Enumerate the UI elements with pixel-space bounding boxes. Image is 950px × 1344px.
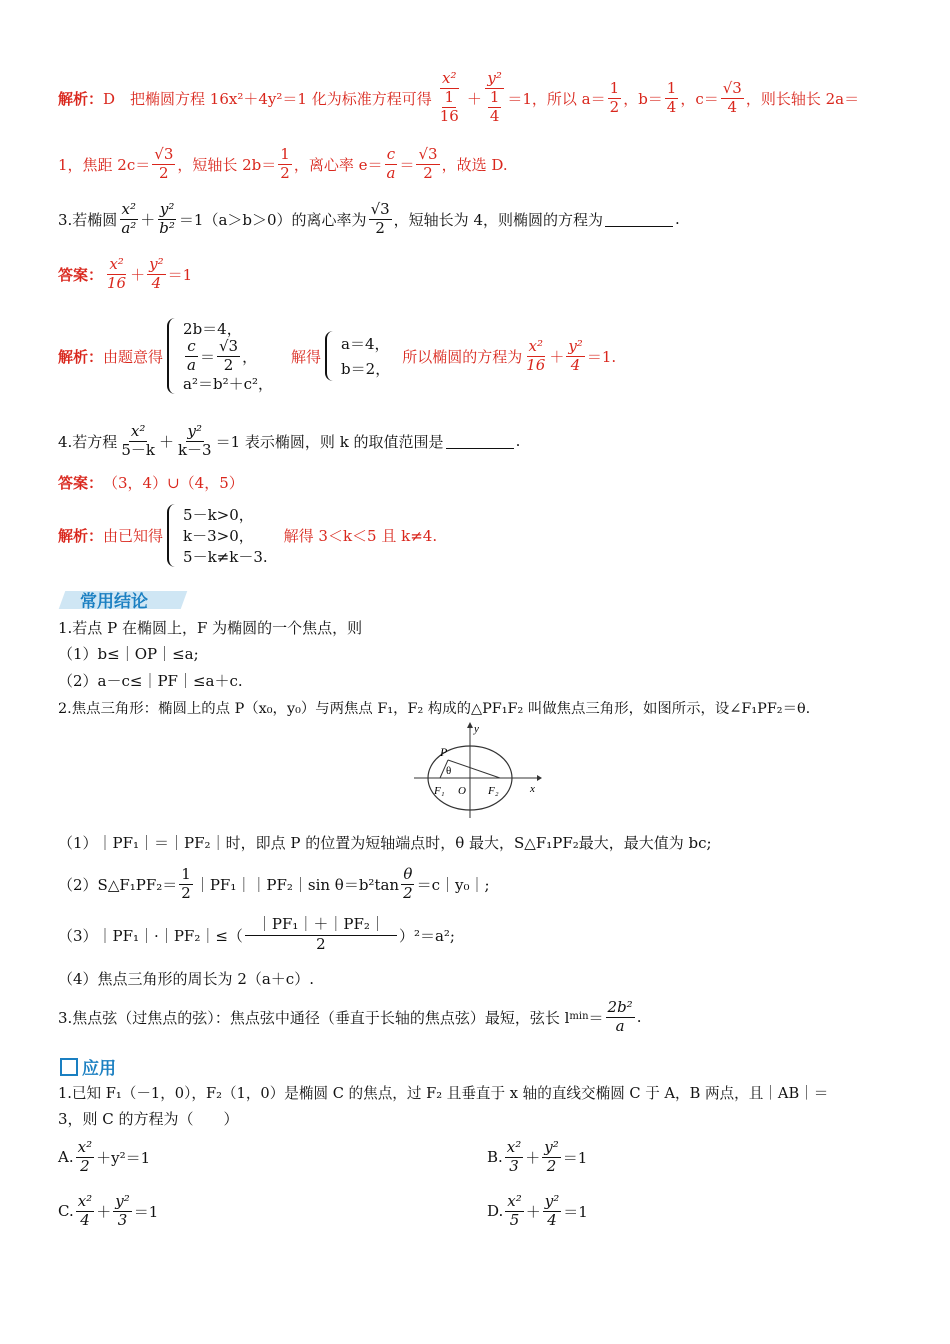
application-icon (60, 1058, 78, 1076)
conclusion-1-item1: （1）b≤｜OP｜≤a; (58, 645, 199, 663)
conclusion-3: 3.焦点弦（过焦点的弦）：焦点弦中通径（垂直于长轴的焦点弦）最短，弦长 l min ＝ $\frac{\text{2b²}}{a}$ . (58, 997, 642, 1035)
answer-4: 答案： （3，4）∪（4，5） (58, 473, 244, 492)
question-5-line2: 3，则 C 的方程为（ ） (58, 1110, 239, 1128)
answer-blank (605, 212, 673, 227)
conclusion-2-title: 2.焦点三角形：椭圆上的点 P（x₀，y₀）与两焦点 F₁，F₂ 构成的△PF₁F₂ 叫做焦点三角形，如图所示，设∠F₁PF₂＝θ. (58, 701, 811, 717)
solution-text: D 把椭圆方程 16x²＋4y²＝1 化为标准方程可得 (103, 89, 432, 108)
ellipse-figure (412, 720, 542, 824)
label-y: y (474, 723, 479, 735)
question-3: 3.若椭圆 $\frac{\text{x²}}{\text{a²}}$ ＋ $\frac{\text{y²}}{\text{b²}}$ ＝1（a＞b＞0）的离心率为 $\frac{√3}{2}$ ，短轴长为 4，则椭圆的方程为 . (58, 199, 680, 237)
ellipse-diagram (412, 720, 542, 820)
solution-4: 解析： 由已知得 5－k>0， k－3>0， 5－k≠k－3. 解得 3＜k＜5 且 k≠4. (58, 505, 438, 566)
question-4: 4.若方程 $\frac{\text{x²}}{5-k}$ ＋ $\frac{\text{y²}}{k-3}$ ＝1 表示椭圆，则 k 的取值范围是 . (58, 421, 521, 459)
option-B[interactable]: B. $\frac{\text{x²}}{3}$ ＋ $\frac{\text{y²}}{2}$ ＝1 (487, 1137, 588, 1175)
conclusion-2-item2: （2）S△F₁PF₂＝ $\frac{1}{2}$ ｜PF₁｜｜PF₂｜sin θ＝b²tan $\frac{\theta}{2}$ ＝c｜y₀｜; (58, 864, 490, 902)
label-O: O (458, 785, 466, 797)
label-x: x (530, 783, 535, 795)
option-D[interactable]: D. $\frac{\text{x²}}{5}$ ＋ $\frac{\text{y²}}{4}$ ＝1 (487, 1191, 588, 1229)
fraction: $\frac{\text{x²}}{\frac{1}{16}}$ (439, 69, 459, 125)
option-A[interactable]: A. $\frac{\text{x²}}{2}$ ＋y²＝1 (58, 1137, 151, 1175)
question-5-line1: 1.已知 F₁（－1，0），F₂（1，0）是椭圆 C 的焦点，过 F₂ 且垂直于 x 轴的直线交椭圆 C 于 A，B 两点，且｜AB｜＝ (58, 1085, 829, 1102)
fraction: $\frac{\text{y²}}{\frac{1}{4}}$ (487, 69, 502, 125)
solution-1-line2: 1，焦距 2c＝ $\frac{√3}{2}$ ，短轴长 2b＝ $\frac{1}{2}$ ，离心率 e＝ $\frac{c}{a}$ ＝ $\frac{√3}{2}$ ，故选 D. (58, 144, 508, 182)
label-F2: F₂ (488, 785, 499, 797)
conclusion-2-item3: （3）｜PF₁｜·｜PF₂｜≤（ $\frac{\text{｜PF₁｜＋｜PF₂｜}}{2}$ ）²＝a²; (58, 915, 455, 953)
conclusion-2-item1: （1）｜PF₁｜＝｜PF₂｜时，即点 P 的位置为短轴端点时，θ 最大，S△F₁PF₂最大，最大值为 bc; (58, 834, 712, 852)
answer-3: 答案： $\frac{\text{x²}}{16}$ ＋ $\frac{\text{y²}}{4}$ ＝1 (58, 254, 193, 292)
label-F1: F₁ (434, 785, 445, 797)
conclusion-1-title: 1.若点 P 在椭圆上，F 为椭圆的一个焦点，则 (58, 619, 363, 637)
label-theta: θ (446, 765, 452, 777)
conclusion-2-item4: （4）焦点三角形的周长为 2（a＋c）. (58, 970, 314, 988)
section-banner-conclusions: 常用结论 (62, 587, 184, 611)
answer-blank (446, 434, 514, 449)
answer-label: 答案： (58, 265, 104, 284)
option-C[interactable]: C. $\frac{\text{x²}}{4}$ ＋ $\frac{\text{y²}}{3}$ ＝1 (58, 1191, 159, 1229)
label-P: P (440, 745, 448, 759)
solution-1-line1: 解析： D 把椭圆方程 16x²＋4y²＝1 化为标准方程可得 $\frac{\text{x²}}{\frac{1}{16}}$ ＋ $\frac{\text{y²}}{\frac{1}{4}}$ ＝1，所以 a＝ $\frac{1}{2}$ ，b＝ $\frac{1}{4}$ ，c＝ $\frac{√3}{4}$ ，则长轴长 2a＝ (58, 69, 860, 125)
conclusion-1-item2: （2）a－c≤｜PF｜≤a＋c. (58, 672, 243, 690)
solution-label: 解析： (58, 89, 104, 108)
section-heading-application: 应用 (60, 1054, 116, 1079)
solution-3: 解析： 由题意得 2b＝4， $\frac{c}{a}$ ＝ $\frac{√3}{2}$ ， a²＝b²＋c²， 解得 a＝4， b＝2， 所以椭圆的方程为 $\frac{\text{x²}}{16}$ ＋ $\frac{\text{y²}}{4}$ ＝1. (58, 319, 617, 394)
